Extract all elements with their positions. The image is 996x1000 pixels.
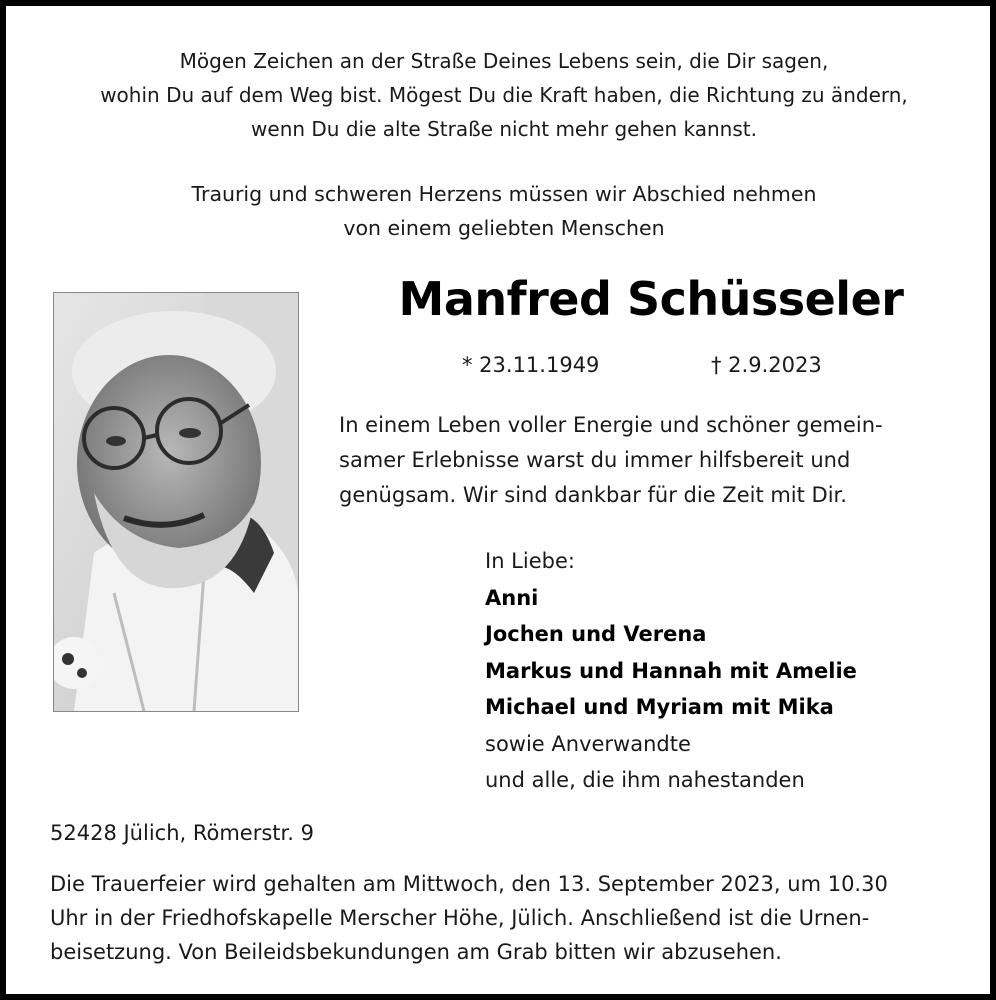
service-line: Die Trauerfeier wird gehalten am Mittwoch, den 13. September 2023, um 10.30 — [50, 872, 888, 896]
service-line: beisetzung. Von Beileidsbekundungen am Grab bitten wir abzusehen. — [50, 940, 782, 964]
poem-line: wohin Du auf dem Weg bist. Mögest Du die Kraft haben, die Richtung zu ändern, — [100, 83, 908, 107]
portrait-photo — [53, 292, 299, 712]
family-heading: In Liebe: — [485, 549, 575, 573]
poem-line: Mögen Zeichen an der Straße Deines Lebens sein, die Dir sagen, — [179, 49, 829, 73]
tribute-line: genügsam. Wir sind dankbar für die Zeit mit Dir. — [339, 483, 847, 507]
tribute-text — [339, 408, 959, 513]
portrait-photo-graphic — [54, 293, 298, 711]
family-member: Anni — [485, 585, 539, 610]
family-member: Jochen und Verena — [485, 622, 707, 646]
family-closing: und alle, die ihm nahestanden — [485, 768, 805, 792]
death-date: † 2.9.2023 — [711, 353, 822, 377]
family-closing: sowie Anverwandte — [485, 731, 691, 756]
poem-line: wenn Du die alte Straße nicht mehr gehen kannst. — [251, 117, 757, 141]
family-address: 52428 Jülich, Römerstr. 9 — [50, 821, 314, 845]
intro-line: Traurig und schweren Herzens müssen wir Abschied nehmen — [191, 182, 817, 206]
birth-date: * 23.11.1949 — [462, 353, 600, 377]
tribute-line: samer Erlebnisse warst du immer hilfsbereit und — [339, 448, 851, 472]
family-member: Michael und Myriam mit Mika — [485, 695, 834, 719]
service-line: Uhr in der Friedhofskapelle Merscher Höhe, Jülich. Anschließend ist die Urnen- — [50, 906, 870, 930]
intro-text — [6, 177, 996, 245]
family-member: Markus und Hannah mit Amelie — [485, 658, 857, 683]
intro-line: von einem geliebten Menschen — [343, 216, 665, 240]
family-list — [485, 543, 955, 799]
poem — [6, 44, 996, 146]
tribute-line: In einem Leben voller Energie und schöner gemein- — [339, 413, 883, 437]
deceased-name: Manfred Schüsseler — [398, 272, 904, 326]
service-info — [50, 867, 960, 969]
